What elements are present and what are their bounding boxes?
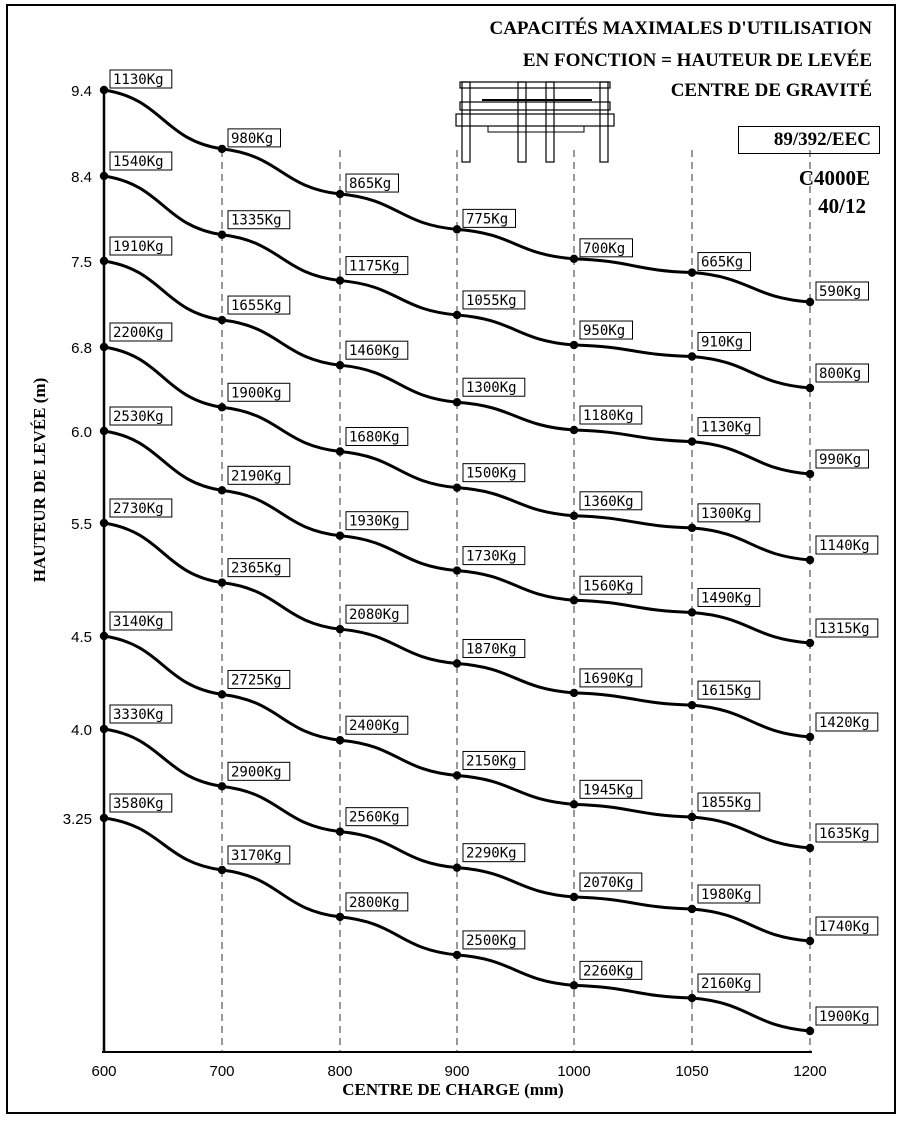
data-point (100, 172, 108, 180)
chart-title-line-2: EN FONCTION = HAUTEUR DE LEVÉE (522, 50, 872, 71)
data-point (688, 813, 696, 821)
data-point (570, 426, 578, 434)
data-point (453, 398, 461, 406)
data-label: 1615Kg (701, 683, 752, 700)
data-label: 2290Kg (466, 845, 517, 862)
y-tick-label: 7.5 (71, 254, 92, 271)
data-label: 665Kg (701, 254, 744, 271)
data-label: 2730Kg (113, 501, 164, 517)
data-point (688, 352, 696, 360)
data-label: 1900Kg (231, 385, 282, 402)
data-point (100, 86, 108, 94)
data-point (688, 994, 696, 1002)
data-point (570, 255, 578, 263)
data-label: 1130Kg (113, 72, 164, 88)
data-point (218, 782, 226, 790)
x-tick-label: 900 (444, 1063, 470, 1080)
data-label: 1130Kg (701, 419, 752, 436)
data-label: 1855Kg (701, 795, 752, 812)
data-point (570, 341, 578, 349)
data-point (218, 578, 226, 586)
data-point (336, 190, 344, 198)
y-tick-label: 6.0 (71, 424, 92, 441)
data-label: 2900Kg (231, 764, 282, 781)
data-label: 1655Kg (231, 298, 282, 315)
y-tick-label: 9.4 (71, 83, 92, 100)
data-point (218, 145, 226, 153)
x-tick-label: 600 (91, 1063, 117, 1080)
data-point (100, 427, 108, 435)
data-point (336, 276, 344, 284)
data-label: 2560Kg (349, 809, 400, 826)
data-label: 1690Kg (583, 670, 634, 687)
data-label: 1560Kg (583, 578, 634, 595)
data-label: 1635Kg (819, 826, 870, 842)
data-label: 2070Kg (583, 875, 634, 891)
y-tick-label: 5.5 (71, 516, 92, 533)
x-tick-label: 1200 (793, 1063, 827, 1080)
data-point (806, 733, 814, 741)
data-label: 2260Kg (583, 963, 634, 980)
data-point (806, 556, 814, 564)
data-point (453, 483, 461, 491)
data-label: 2530Kg (113, 409, 164, 425)
data-label: 1540Kg (113, 154, 164, 170)
data-label: 2725Kg (231, 672, 282, 689)
data-label: 1140Kg (819, 538, 870, 554)
data-point (336, 736, 344, 744)
data-point (100, 257, 108, 265)
y-tick-label: 8.4 (71, 169, 92, 186)
data-label: 1680Kg (349, 429, 400, 446)
x-tick-label: 1000 (557, 1063, 591, 1080)
data-label: 950Kg (583, 323, 626, 340)
data-label: 700Kg (583, 240, 626, 257)
data-point (218, 690, 226, 698)
data-label: 2160Kg (701, 976, 752, 993)
data-point (688, 701, 696, 709)
data-point (100, 519, 108, 527)
data-point (453, 225, 461, 233)
data-label: 2500Kg (466, 932, 517, 949)
data-label: 2080Kg (349, 607, 400, 624)
data-label: 775Kg (466, 211, 509, 228)
data-label: 1945Kg (583, 782, 634, 799)
data-point (688, 437, 696, 445)
y-axis-label: HAUTEUR DE LEVÉE (m) (30, 377, 49, 583)
data-label: 990Kg (819, 452, 862, 468)
data-label: 3140Kg (113, 614, 164, 630)
data-label: 980Kg (231, 130, 274, 147)
data-label: 1175Kg (349, 258, 400, 275)
data-point (336, 531, 344, 539)
data-label: 1910Kg (113, 239, 164, 255)
data-label: 1980Kg (701, 887, 752, 903)
chart-title-line-3: CENTRE DE GRAVITÉ (670, 80, 872, 101)
data-label: 2150Kg (466, 753, 517, 770)
y-tick-label: 6.8 (71, 340, 92, 357)
y-tick-label: 4.0 (71, 722, 92, 739)
data-point (453, 771, 461, 779)
data-label: 865Kg (349, 176, 392, 193)
norm-badge: 89/392/EEC (738, 126, 880, 154)
data-label: 2400Kg (349, 718, 400, 735)
data-point (688, 524, 696, 532)
data-label: 3580Kg (113, 796, 164, 812)
data-point (806, 298, 814, 306)
data-point (100, 725, 108, 733)
data-label: 2200Kg (113, 325, 164, 341)
data-label: 1055Kg (466, 292, 517, 309)
x-tick-label: 1050 (675, 1063, 709, 1080)
model-variant: 40/12 (818, 194, 866, 218)
x-axis-label: CENTRE DE CHARGE (mm) (342, 1080, 564, 1099)
data-label: 910Kg (701, 334, 744, 351)
data-label: 1490Kg (701, 590, 752, 607)
chart-title-line-1: CAPACITÉS MAXIMALES D'UTILISATION (489, 18, 872, 39)
data-point (570, 689, 578, 697)
data-point (453, 951, 461, 959)
data-point (453, 311, 461, 319)
data-point (453, 659, 461, 667)
data-label: 1300Kg (701, 505, 752, 522)
tick-labels (63, 83, 827, 1080)
data-point (218, 316, 226, 324)
data-point (336, 827, 344, 835)
data-label: 1740Kg (819, 919, 870, 935)
data-point (688, 905, 696, 913)
data-label: 1335Kg (231, 212, 282, 229)
data-label: 2800Kg (349, 894, 400, 911)
model-name: C4000E (798, 166, 870, 190)
data-point (336, 913, 344, 921)
data-point (688, 268, 696, 276)
data-point (806, 937, 814, 945)
data-label: 1460Kg (349, 343, 400, 360)
data-point (336, 625, 344, 633)
data-point (806, 844, 814, 852)
x-tick-label: 800 (327, 1063, 353, 1080)
data-label: 1900Kg (819, 1009, 870, 1025)
data-point (570, 596, 578, 604)
data-label: 1315Kg (819, 621, 870, 637)
y-tick-label: 4.5 (71, 629, 92, 646)
data-point (100, 343, 108, 351)
data-label: 1870Kg (466, 641, 517, 658)
data-label: 1420Kg (819, 715, 870, 731)
data-point (336, 361, 344, 369)
data-label: 1360Kg (583, 493, 634, 510)
data-label: 3330Kg (113, 707, 164, 723)
data-point (453, 566, 461, 574)
data-point (570, 981, 578, 989)
data-label: 1500Kg (466, 465, 517, 482)
data-label: 2365Kg (231, 560, 282, 577)
data-point (218, 486, 226, 494)
data-label: 2190Kg (231, 468, 282, 485)
data-label: 800Kg (819, 366, 862, 382)
data-label: 1300Kg (466, 380, 517, 397)
data-label: 3170Kg (231, 847, 282, 864)
data-point (218, 403, 226, 411)
data-point (336, 447, 344, 455)
x-tick-label: 700 (209, 1063, 235, 1080)
data-point (100, 632, 108, 640)
data-point (570, 800, 578, 808)
data-label: 1730Kg (466, 548, 517, 565)
data-point (806, 384, 814, 392)
data-point (688, 608, 696, 616)
data-point (218, 866, 226, 874)
data-point (570, 512, 578, 520)
data-label: 590Kg (819, 284, 862, 300)
data-point (570, 893, 578, 901)
data-point (806, 639, 814, 647)
data-point (218, 231, 226, 239)
forklift-icon (456, 82, 614, 162)
data-point (100, 814, 108, 822)
data-label: 1180Kg (583, 408, 634, 425)
data-label: 1930Kg (349, 513, 400, 530)
data-point (806, 1027, 814, 1035)
data-point (453, 863, 461, 871)
y-tick-label: 3.25 (62, 811, 92, 828)
data-point (806, 470, 814, 478)
